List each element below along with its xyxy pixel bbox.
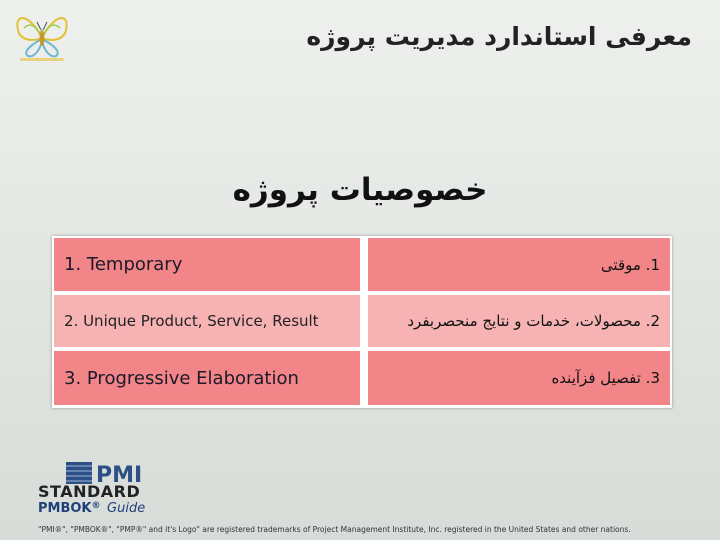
characteristics-table: [52, 236, 672, 408]
standard-label: STANDARD: [38, 482, 141, 501]
slide-title: معرفی استاندارد مدیریت پروژه: [306, 22, 692, 51]
persian-cell: 2. محصولات، خدمات و نتایج منحصربفرد: [368, 295, 670, 347]
pmi-wordmark: PMI: [96, 463, 143, 486]
english-cell: 3. Progressive Elaboration: [54, 351, 360, 405]
trademark-notice: "PMI®", "PMBOK®", "PMP®" and it's Logo" are registered trademarks of Project Management Institute, Inc. registered in the United States and other nations.: [38, 525, 631, 534]
pmbok-text: PMBOK: [38, 501, 92, 516]
guide-text: Guide: [107, 501, 146, 516]
pmbok-standard-logo: [36, 458, 196, 518]
slide-subtitle: خصوصیات پروژه: [232, 172, 488, 208]
english-cell: 2. Unique Product, Service, Result: [54, 295, 360, 347]
butterfly-logo: [10, 8, 74, 64]
registered-mark: ®: [91, 501, 101, 511]
table-row: [54, 238, 670, 291]
table-row: [54, 295, 670, 347]
pmbok-label: [38, 501, 145, 516]
persian-cell: 1. موقتی: [368, 238, 670, 291]
persian-cell: 3. تفصیل فزآینده: [368, 351, 670, 405]
table-row: [54, 351, 670, 405]
english-cell: 1. Temporary: [54, 238, 360, 291]
